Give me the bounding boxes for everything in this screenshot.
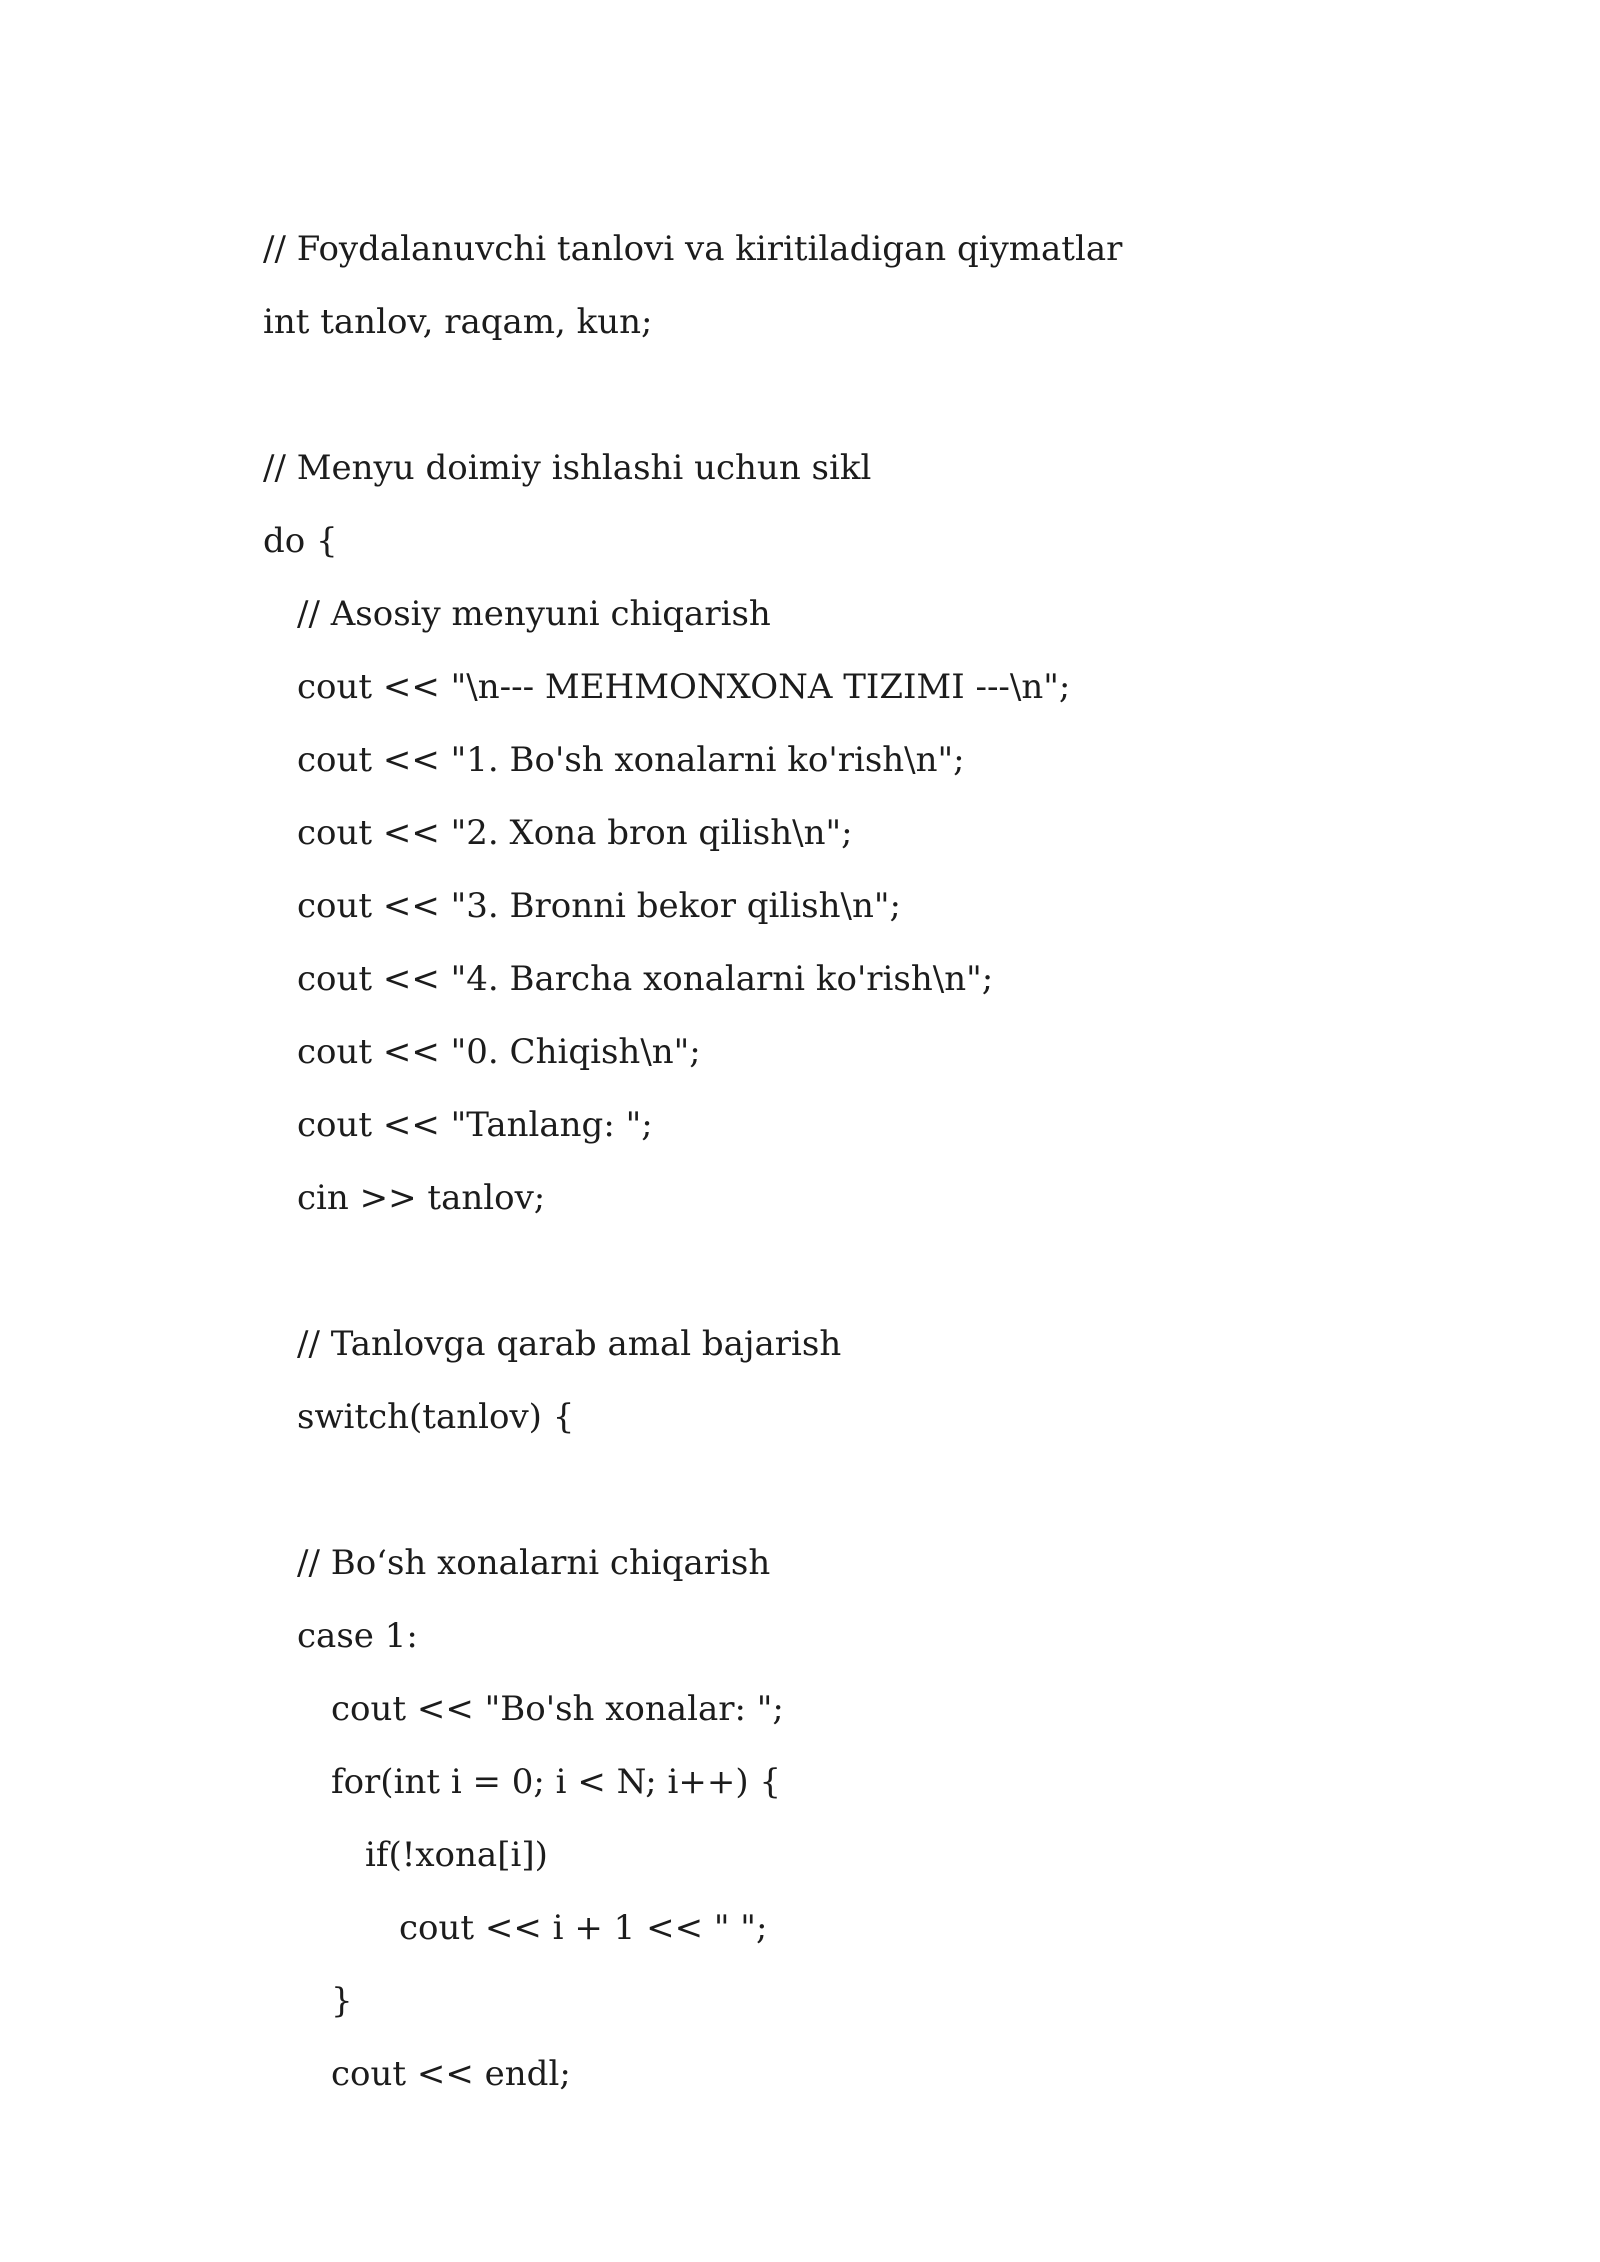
code-comment: // Tanlovga qarab amal bajarish: [297, 1324, 842, 1364]
code-comment: // Bo‘sh xonalarni chiqarish: [297, 1543, 771, 1583]
code-line: cout << "\n--- MEHMONXONA TIZIMI ---\n";: [297, 667, 1071, 707]
code-line: cout << "4. Barcha xonalarni ko'rish\n";: [297, 959, 994, 999]
code-line: if(!xona[i]): [365, 1835, 548, 1875]
code-line: cout << "0. Chiqish\n";: [297, 1032, 701, 1072]
code-line: cout << "Tanlang: ";: [297, 1105, 653, 1145]
code-line: cout << i + 1 << " ";: [399, 1908, 768, 1948]
code-line: cin >> tanlov;: [297, 1178, 546, 1218]
code-line: cout << "3. Bronni bekor qilish\n";: [297, 886, 901, 926]
blank-line: [263, 1242, 1463, 1315]
code-line: cout << "2. Xona bron qilish\n";: [297, 813, 853, 853]
code-line: cout << endl;: [331, 2054, 571, 2094]
code-line: do {: [263, 521, 338, 561]
code-line: switch(tanlov) {: [297, 1397, 575, 1437]
code-line: cout << "Bo'sh xonalar: ";: [331, 1689, 784, 1729]
code-listing: [263, 220, 1463, 2118]
code-comment: // Menyu doimiy ishlashi uchun sikl: [263, 448, 872, 488]
code-line: for(int i = 0; i < N; i++) {: [331, 1762, 782, 1802]
code-comment: // Foydalanuvchi tanlovi va kiritiladigan qiymatlar: [263, 229, 1123, 269]
code-line: }: [331, 1981, 353, 2021]
code-line: int tanlov, raqam, kun;: [263, 302, 653, 342]
code-line: cout << "1. Bo'sh xonalarni ko'rish\n";: [297, 740, 965, 780]
blank-line: [263, 366, 1463, 439]
blank-line: [263, 1461, 1463, 1534]
code-comment: // Asosiy menyuni chiqarish: [297, 594, 771, 634]
code-line: case 1:: [297, 1616, 418, 1656]
